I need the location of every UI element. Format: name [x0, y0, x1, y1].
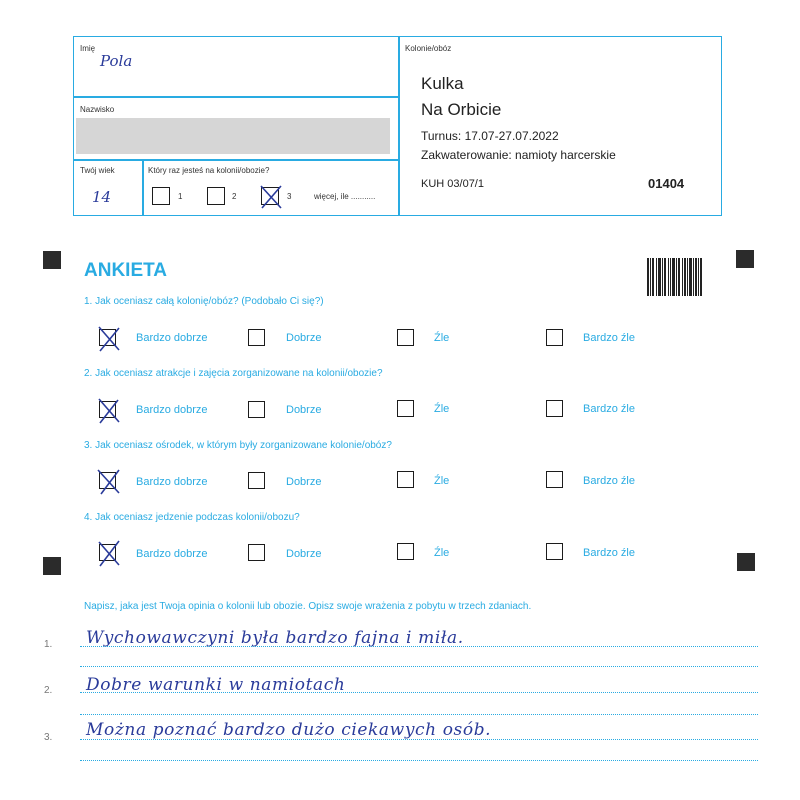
wiek-label: Twój wiek	[80, 166, 115, 175]
q2-option-bardzo-zle: Bardzo źle	[583, 403, 635, 415]
q4-checkbox-bardzo-zle[interactable]	[546, 543, 563, 560]
q2-checkbox-bardzo-dobrze[interactable]	[99, 401, 116, 418]
opinion-number-2: 2.	[44, 685, 53, 696]
ktory-raz-option-2: 2	[232, 192, 237, 201]
q1-option-bardzo-dobrze: Bardzo dobrze	[136, 332, 208, 344]
question-3-text: 3. Jak oceniasz ośrodek, w którym były zorganizowane kolonie/obóz?	[84, 440, 392, 451]
q3-option-zle: Źle	[434, 475, 450, 487]
q4-option-bardzo-dobrze: Bardzo dobrze	[136, 548, 208, 560]
header-divider-vertical	[398, 37, 400, 215]
header-divider-2	[74, 159, 399, 161]
question-1-text: 1. Jak oceniasz całą kolonię/obóz? (Podobało Ci się?)	[84, 296, 324, 307]
opinion-dotted-line-3a	[80, 739, 758, 740]
q2-option-bardzo-dobrze: Bardzo dobrze	[136, 404, 208, 416]
q4-option-zle: Źle	[434, 547, 450, 559]
form-number: 01404	[648, 176, 685, 191]
cross-mark-icon	[95, 468, 123, 496]
cross-mark-icon	[95, 397, 123, 425]
q1-checkbox-dobrze[interactable]	[248, 329, 265, 346]
zakwaterowanie-text: Zakwaterowanie: namioty harcerskie	[421, 148, 616, 162]
q2-checkbox-zle[interactable]	[397, 400, 414, 417]
wiecej-label: więcej, ile ...........	[314, 192, 376, 201]
q1-checkbox-bardzo-dobrze[interactable]	[99, 329, 116, 346]
q3-checkbox-bardzo-dobrze[interactable]	[99, 472, 116, 489]
opinion-dotted-line-2a	[80, 692, 758, 693]
question-4-text: 4. Jak oceniasz jedzenie podczas kolonii/obozu?	[84, 512, 300, 523]
opinion-dotted-line-1a	[80, 646, 758, 647]
opinion-number-1: 1.	[44, 639, 53, 650]
opinion-line-2[interactable]: Dobre warunki w namiotach	[86, 675, 346, 695]
camp-name-line1: Kulka	[421, 74, 464, 93]
opinion-dotted-line-1b	[80, 666, 758, 667]
registration-mark-mid-left	[43, 557, 61, 575]
opinion-number-3: 3.	[44, 732, 53, 743]
q2-checkbox-dobrze[interactable]	[248, 401, 265, 418]
q4-option-dobrze: Dobrze	[286, 548, 322, 560]
q2-option-dobrze: Dobrze	[286, 404, 322, 416]
q2-option-zle: Źle	[434, 403, 450, 415]
registration-mark-mid-right	[737, 553, 755, 571]
opinion-dotted-line-2b	[80, 714, 758, 715]
opinion-prompt: Napisz, jaka jest Twoja opinia o kolonii lub obozie. Opisz swoje wrażenia z pobytu w trzech zdaniach.	[84, 601, 532, 612]
q1-option-bardzo-zle: Bardzo źle	[583, 332, 635, 344]
ankieta-title: ANKIETA	[84, 260, 168, 281]
ktory-raz-option-1: 1	[178, 192, 183, 201]
q3-option-bardzo-dobrze: Bardzo dobrze	[136, 476, 208, 488]
q1-checkbox-zle[interactable]	[397, 329, 414, 346]
imie-value[interactable]: Pola	[100, 52, 133, 70]
registration-mark-top-left	[43, 251, 61, 269]
imie-label: Imię	[80, 44, 96, 53]
q3-option-bardzo-zle: Bardzo źle	[583, 475, 635, 487]
nazwisko-redacted-field[interactable]	[76, 118, 390, 154]
opinion-dotted-line-3b	[80, 760, 758, 761]
opinion-line-1[interactable]: Wychowawczyni była bardzo fajna i miła.	[86, 628, 464, 648]
ktory-raz-label: Który raz jesteś na kolonii/obozie?	[148, 166, 270, 175]
q1-checkbox-bardzo-zle[interactable]	[546, 329, 563, 346]
q4-checkbox-dobrze[interactable]	[248, 544, 265, 561]
nazwisko-label: Nazwisko	[80, 105, 115, 114]
q3-checkbox-zle[interactable]	[397, 471, 414, 488]
header-divider-1	[74, 96, 399, 98]
wiek-value[interactable]: 14	[92, 188, 112, 206]
cross-mark-icon	[257, 183, 285, 211]
barcode-icon	[647, 258, 702, 296]
q3-checkbox-bardzo-zle[interactable]	[546, 471, 563, 488]
q2-checkbox-bardzo-zle[interactable]	[546, 400, 563, 417]
q4-checkbox-bardzo-dobrze[interactable]	[99, 544, 116, 561]
q1-option-zle: Źle	[434, 332, 450, 344]
turnus-text: Turnus: 17.07-27.07.2022	[421, 129, 559, 143]
q3-option-dobrze: Dobrze	[286, 476, 322, 488]
camp-code: KUH 03/07/1	[421, 178, 484, 190]
q4-option-bardzo-zle: Bardzo źle	[583, 547, 635, 559]
question-2-text: 2. Jak oceniasz atrakcje i zajęcia zorganizowane na kolonii/obozie?	[84, 368, 383, 379]
opinion-line-3[interactable]: Można poznać bardzo dużo ciekawych osób.	[86, 720, 492, 740]
camp-name-line2: Na Orbicie	[421, 100, 502, 119]
header-divider-3	[142, 160, 144, 215]
ktory-raz-checkbox-2[interactable]	[207, 187, 225, 205]
q1-option-dobrze: Dobrze	[286, 332, 322, 344]
q4-checkbox-zle[interactable]	[397, 543, 414, 560]
registration-mark-top-right	[736, 250, 754, 268]
ktory-raz-checkbox-1[interactable]	[152, 187, 170, 205]
ktory-raz-option-3: 3	[287, 192, 292, 201]
cross-mark-icon	[95, 325, 123, 353]
cross-mark-icon	[95, 540, 123, 568]
kolonie-label: Kolonie/obóz	[405, 44, 452, 53]
q3-checkbox-dobrze[interactable]	[248, 472, 265, 489]
ktory-raz-checkbox-3[interactable]	[261, 187, 279, 205]
